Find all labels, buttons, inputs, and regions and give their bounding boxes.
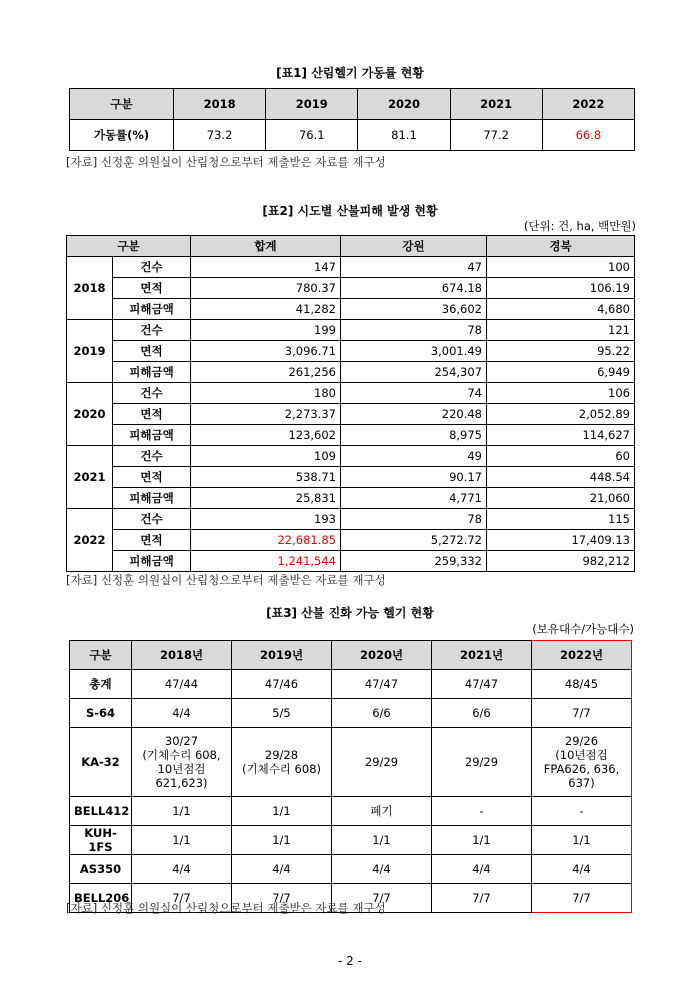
table3-cell: 1/1 xyxy=(132,797,232,826)
table1-header: 2019 xyxy=(266,89,358,120)
table2-row-label: 피해금액 xyxy=(113,488,191,509)
table3-cell: 47/47 xyxy=(332,670,432,699)
table1-header: 2020 xyxy=(358,89,450,120)
table2-cell: 60 xyxy=(487,446,635,467)
table3-cell: 47/46 xyxy=(232,670,332,699)
table2-cell: 8,975 xyxy=(341,425,487,446)
table2-year: 2022 xyxy=(67,509,113,572)
table2-cell: 121 xyxy=(487,320,635,341)
table2-cell: 78 xyxy=(341,509,487,530)
table2-header-row xyxy=(67,236,635,257)
table2-row-label: 피해금액 xyxy=(113,362,191,383)
table2-row-label: 면적 xyxy=(113,278,191,299)
table3-header: 2020년 xyxy=(332,641,432,670)
table2-cell: 2,273.37 xyxy=(191,404,341,425)
table2-row xyxy=(67,530,635,551)
table2-row xyxy=(67,341,635,362)
table2-cell: 3,096.71 xyxy=(191,341,341,362)
table3-row-label: KUH-1FS xyxy=(70,826,132,855)
table3-source: [자료] 신정훈 의원실이 산림청으로부터 제출받은 자료를 재구성 xyxy=(66,901,386,915)
table1-cell: 73.2 xyxy=(174,120,266,151)
table2-cell: 674.18 xyxy=(341,278,487,299)
table3-cell: 48/45 xyxy=(532,670,632,699)
table3-cell: 7/7 xyxy=(532,884,632,913)
table2-row xyxy=(67,383,635,404)
table2-cell: 180 xyxy=(191,383,341,404)
table2-row xyxy=(67,299,635,320)
table2-cell: 47 xyxy=(341,257,487,278)
table2-unit: (단위: 건, ha, 백만원) xyxy=(523,219,636,233)
table2-row xyxy=(67,278,635,299)
table2-cell: 538.71 xyxy=(191,467,341,488)
table3-cell: 7/7 xyxy=(532,699,632,728)
table2-header: 합계 xyxy=(191,236,341,257)
table2-row-label: 피해금액 xyxy=(113,425,191,446)
table3-title: [표3] 산불 진화 가능 헬기 현황 xyxy=(266,606,434,620)
table2-cell: 6,949 xyxy=(487,362,635,383)
table3-cell: 4/4 xyxy=(132,699,232,728)
table3-cell: 1/1 xyxy=(232,826,332,855)
table2-row-label: 면적 xyxy=(113,530,191,551)
table2-row xyxy=(67,446,635,467)
table2-row xyxy=(67,404,635,425)
table3-header: 2022년 xyxy=(532,641,632,670)
table2-year: 2021 xyxy=(67,446,113,509)
table2-cell: 199 xyxy=(191,320,341,341)
table2-cell: 254,307 xyxy=(341,362,487,383)
table1-header: 구분 xyxy=(70,89,174,120)
table2-cell: 259,332 xyxy=(341,551,487,572)
table2-cell: 147 xyxy=(191,257,341,278)
table1-cell: 77.2 xyxy=(450,120,542,151)
table2-header: 구분 xyxy=(67,236,191,257)
table1-header-row xyxy=(70,89,635,120)
table2-row xyxy=(67,467,635,488)
table2-row-label: 면적 xyxy=(113,404,191,425)
table2-cell: 4,771 xyxy=(341,488,487,509)
table1-title: [표1] 산림헬기 가동률 현황 xyxy=(276,66,424,80)
table2-cell: 982,212 xyxy=(487,551,635,572)
table2-cell: 193 xyxy=(191,509,341,530)
table2-fire-damage xyxy=(66,235,635,572)
table3-row xyxy=(70,728,632,797)
table2-row xyxy=(67,257,635,278)
table3-cell: 4/4 xyxy=(132,855,232,884)
table2-year: 2019 xyxy=(67,320,113,383)
table2-title: [표2] 시도별 산불피해 발생 현황 xyxy=(262,204,438,218)
table2-cell: 21,060 xyxy=(487,488,635,509)
table2-row xyxy=(67,509,635,530)
table2-cell: 17,409.13 xyxy=(487,530,635,551)
table3-header: 2018년 xyxy=(132,641,232,670)
table3-row-label: BELL412 xyxy=(70,797,132,826)
table2-row xyxy=(67,488,635,509)
table1-cell: 76.1 xyxy=(266,120,358,151)
page-number: - 2 - xyxy=(338,954,362,968)
table2-row-label: 면적 xyxy=(113,467,191,488)
table2-cell: 49 xyxy=(341,446,487,467)
table3-header-row xyxy=(70,641,632,670)
table3-row xyxy=(70,855,632,884)
table1-header: 2018 xyxy=(174,89,266,120)
table3-cell: 7/7 xyxy=(432,884,532,913)
table3-cell: 30/27 (기체수리 608, 10년점검 621,623) xyxy=(132,728,232,797)
table2-year: 2020 xyxy=(67,383,113,446)
table1-header: 2022 xyxy=(542,89,634,120)
table3-row xyxy=(70,826,632,855)
table3-cell: 7/7 xyxy=(232,884,332,913)
table2-cell: 220.48 xyxy=(341,404,487,425)
table3-cell: - xyxy=(432,797,532,826)
table2-cell: 36,602 xyxy=(341,299,487,320)
table2-cell: 1,241,544 xyxy=(191,551,341,572)
table3-row-label: BELL206 xyxy=(70,884,132,913)
table3-cell: 1/1 xyxy=(132,826,232,855)
table3-cell: 6/6 xyxy=(432,699,532,728)
table2-cell: 5,272.72 xyxy=(341,530,487,551)
table1-row xyxy=(70,120,635,151)
table2-cell: 4,680 xyxy=(487,299,635,320)
table2-cell: 106.19 xyxy=(487,278,635,299)
table3-row-label: S-64 xyxy=(70,699,132,728)
table1-header: 2021 xyxy=(450,89,542,120)
table3-header: 2019년 xyxy=(232,641,332,670)
table3-cell: 1/1 xyxy=(532,826,632,855)
table2-cell: 115 xyxy=(487,509,635,530)
table3-cell: - xyxy=(532,797,632,826)
table1-utilization xyxy=(69,88,635,151)
table2-cell: 41,282 xyxy=(191,299,341,320)
table3-cell: 폐기 xyxy=(332,797,432,826)
table3-row xyxy=(70,699,632,728)
table3-cell: 4/4 xyxy=(332,855,432,884)
table2-row xyxy=(67,362,635,383)
table1-cell-highlight: 66.8 xyxy=(542,120,634,151)
table3-cell: 47/47 xyxy=(432,670,532,699)
table2-row xyxy=(67,320,635,341)
table2-row-label: 건수 xyxy=(113,383,191,404)
table3-cell: 29/26 (10년점검 FPA626, 636, 637) xyxy=(532,728,632,797)
table2-cell: 22,681.85 xyxy=(191,530,341,551)
table3-cell: 7/7 xyxy=(132,884,232,913)
table3-cell: 7/7 xyxy=(332,884,432,913)
table1-row-label: 가동률(%) xyxy=(70,120,174,151)
table3-cell: 29/29 xyxy=(432,728,532,797)
table3-cell: 4/4 xyxy=(232,855,332,884)
table3-row xyxy=(70,670,632,699)
table2-cell: 261,256 xyxy=(191,362,341,383)
table2-year: 2018 xyxy=(67,257,113,320)
table2-cell: 3,001.49 xyxy=(341,341,487,362)
table2-cell: 2,052.89 xyxy=(487,404,635,425)
table2-cell: 78 xyxy=(341,320,487,341)
table2-cell: 448.54 xyxy=(487,467,635,488)
table3-cell: 4/4 xyxy=(432,855,532,884)
table2-cell: 780.37 xyxy=(191,278,341,299)
table3-cell: 1/1 xyxy=(232,797,332,826)
table3-cell: 1/1 xyxy=(332,826,432,855)
table3-header: 2021년 xyxy=(432,641,532,670)
table3-cell: 1/1 xyxy=(432,826,532,855)
table2-cell: 123,602 xyxy=(191,425,341,446)
table2-cell: 100 xyxy=(487,257,635,278)
table2-header: 강원 xyxy=(341,236,487,257)
table2-row-label: 건수 xyxy=(113,257,191,278)
table3-row xyxy=(70,797,632,826)
table1-cell: 81.1 xyxy=(358,120,450,151)
table3-helicopters xyxy=(69,640,632,913)
table2-cell: 109 xyxy=(191,446,341,467)
table3-row-label: KA-32 xyxy=(70,728,132,797)
table2-cell: 114,627 xyxy=(487,425,635,446)
table2-row-label: 건수 xyxy=(113,320,191,341)
table3-header: 구분 xyxy=(70,641,132,670)
table2-cell: 74 xyxy=(341,383,487,404)
table2-row xyxy=(67,551,635,572)
table2-row-label: 면적 xyxy=(113,341,191,362)
table2-cell: 95.22 xyxy=(487,341,635,362)
table3-cell: 5/5 xyxy=(232,699,332,728)
table3-cell: 47/44 xyxy=(132,670,232,699)
table2-row-label: 건수 xyxy=(113,509,191,530)
table3-row-label: 총계 xyxy=(70,670,132,699)
table2-source: [자료] 신정훈 의원실이 산림청으로부터 제출받은 자료를 재구성 xyxy=(66,573,386,587)
table2-header: 경북 xyxy=(487,236,635,257)
table3-cell: 29/28 (기체수리 608) xyxy=(232,728,332,797)
table2-cell: 106 xyxy=(487,383,635,404)
table3-unit: (보유대수/가능대수) xyxy=(532,622,634,636)
table2-cell: 90.17 xyxy=(341,467,487,488)
table2-cell: 25,831 xyxy=(191,488,341,509)
table1-source: [자료] 신정훈 의원실이 산림청으로부터 제출받은 자료를 재구성 xyxy=(66,155,386,169)
table3-cell: 6/6 xyxy=(332,699,432,728)
table3-cell: 4/4 xyxy=(532,855,632,884)
table3-cell: 29/29 xyxy=(332,728,432,797)
table2-row-label: 피해금액 xyxy=(113,551,191,572)
table2-row-label: 피해금액 xyxy=(113,299,191,320)
table3-row-label: AS350 xyxy=(70,855,132,884)
table2-row xyxy=(67,425,635,446)
table2-row-label: 건수 xyxy=(113,446,191,467)
